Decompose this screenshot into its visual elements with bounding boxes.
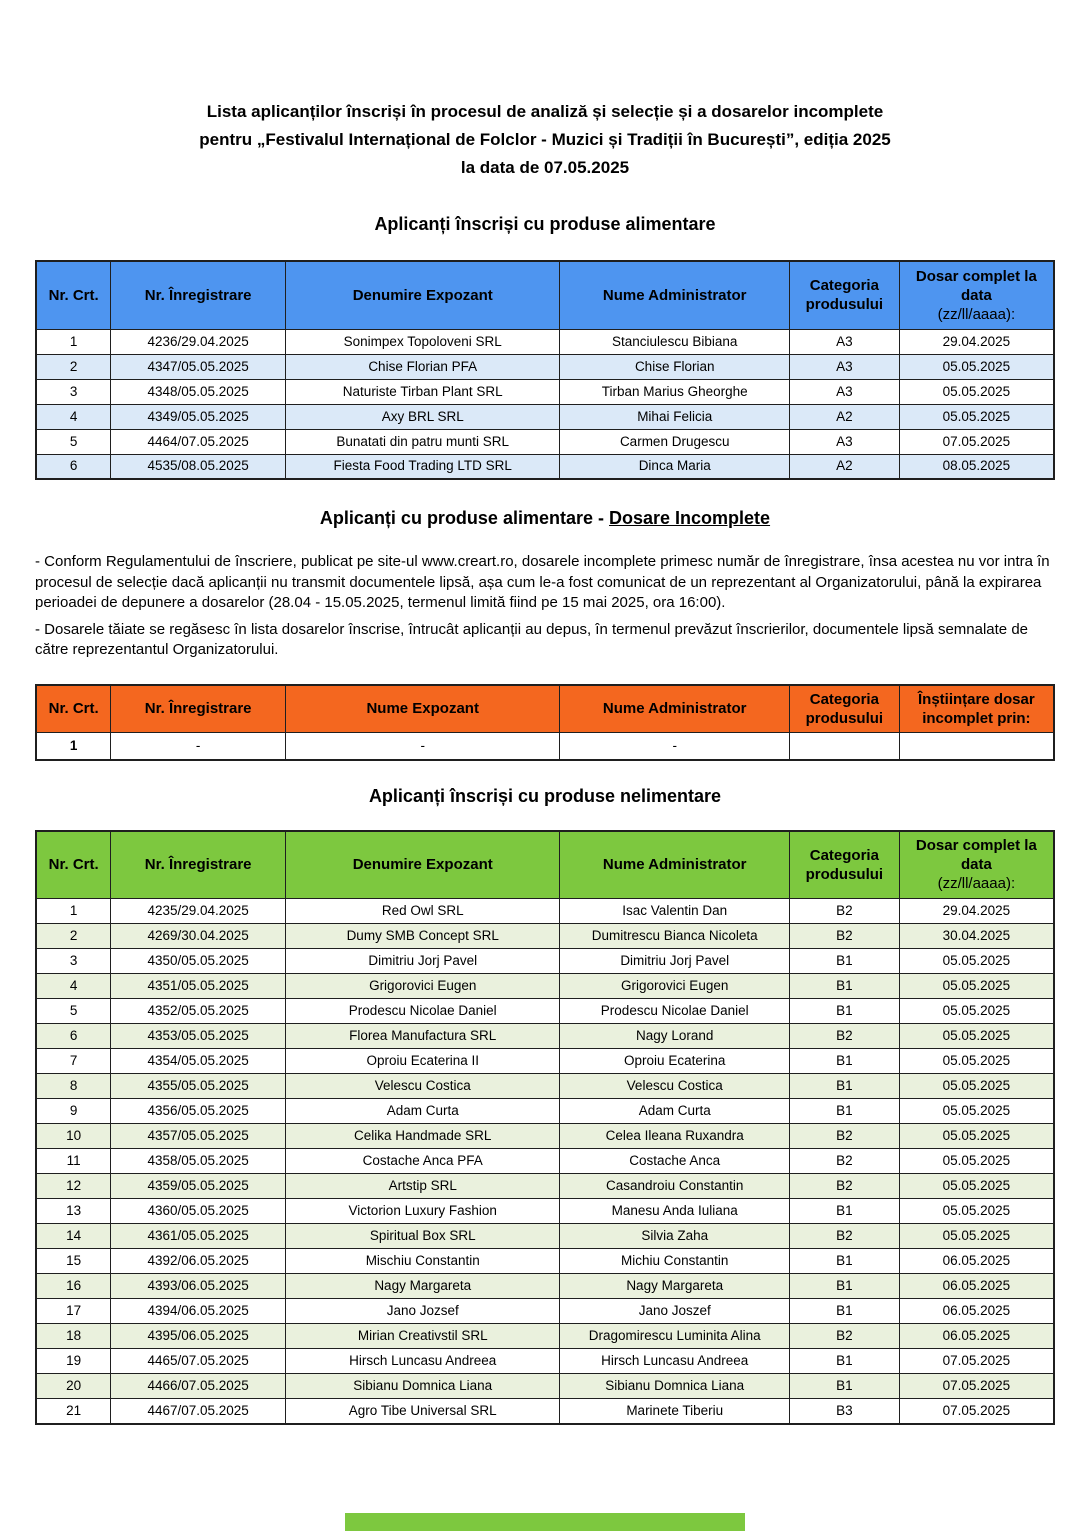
- table-cell: 06.05.2025: [899, 1274, 1054, 1299]
- table-cell: Fiesta Food Trading LTD SRL: [286, 454, 560, 479]
- table-cell: B1: [789, 1374, 899, 1399]
- table-row: [36, 329, 1054, 354]
- incomplete-table: [35, 684, 1055, 761]
- table-cell: B1: [789, 1349, 899, 1374]
- table-cell: Bunatati din patru munti SRL: [286, 429, 560, 454]
- table-cell: 4360/05.05.2025: [111, 1199, 286, 1224]
- title-line-2: pentru „Festivalul Internațional de Folclor - Muzici și Tradiții în București”, ediția 2025: [199, 130, 891, 149]
- table-cell: Jano Joszef: [560, 1299, 790, 1324]
- table-cell: Artstip SRL: [286, 1174, 560, 1199]
- table-cell: 8: [36, 1074, 111, 1099]
- table-cell: 4235/29.04.2025: [111, 899, 286, 924]
- table-cell: B1: [789, 949, 899, 974]
- table-row: [36, 354, 1054, 379]
- table-cell: A3: [789, 379, 899, 404]
- table-cell: B1: [789, 974, 899, 999]
- title-line-1: Lista aplicanților înscriși în procesul de analiză și selecție și a dosarelor incomplete: [206, 102, 884, 121]
- table-cell: B1: [789, 1099, 899, 1124]
- table-row: [36, 1199, 1054, 1224]
- document-title: [35, 98, 1055, 182]
- table-cell: Celea Ileana Ruxandra: [560, 1124, 790, 1149]
- next-section-header-strip: [345, 1513, 745, 1531]
- column-header: Dosar complet la data (zz/ll/aaaa):: [899, 261, 1054, 329]
- table-row: [36, 1374, 1054, 1399]
- table-cell: 05.05.2025: [899, 1149, 1054, 1174]
- table-cell: B2: [789, 1024, 899, 1049]
- table-cell: 4467/07.05.2025: [111, 1399, 286, 1424]
- table-cell: [899, 733, 1054, 760]
- table-row: [36, 1049, 1054, 1074]
- table-cell: 06.05.2025: [899, 1249, 1054, 1274]
- column-header: Categoria produsului: [789, 261, 899, 329]
- table-cell: 07.05.2025: [899, 1349, 1054, 1374]
- table-cell: B2: [789, 1224, 899, 1249]
- table-cell: 05.05.2025: [899, 949, 1054, 974]
- table-cell: Dragomirescu Luminita Alina: [560, 1324, 790, 1349]
- header-row: [36, 685, 1054, 733]
- column-header: Nume Administrator: [560, 685, 790, 733]
- table-cell: 05.05.2025: [899, 1049, 1054, 1074]
- note-paragraph-2: - Dosarele tăiate se regăsesc în lista dosarelor înscrise, întrucât aplicanții au depus, în termenul prevăzut înscrierilor, documentele lipsă semnalate de către reprezentantul Organizatorului.: [35, 620, 1029, 658]
- table-cell: 4356/05.05.2025: [111, 1099, 286, 1124]
- table-cell: 14: [36, 1224, 111, 1249]
- table-cell: B1: [789, 1199, 899, 1224]
- table-cell: 05.05.2025: [899, 1124, 1054, 1149]
- table-cell: 05.05.2025: [899, 1074, 1054, 1099]
- table-cell: 4535/08.05.2025: [111, 454, 286, 479]
- column-header: Nr. Înregistrare: [111, 685, 286, 733]
- table-row: [36, 1299, 1054, 1324]
- column-header: Nume Expozant: [286, 685, 560, 733]
- table-row: [36, 999, 1054, 1024]
- table-cell: Prodescu Nicolae Daniel: [560, 999, 790, 1024]
- table-cell: B1: [789, 999, 899, 1024]
- table-cell: B3: [789, 1399, 899, 1424]
- table-cell: 15: [36, 1249, 111, 1274]
- table-row: [36, 1274, 1054, 1299]
- column-header: Nume Administrator: [560, 261, 790, 329]
- table-cell: B2: [789, 1124, 899, 1149]
- table-cell: 4357/05.05.2025: [111, 1124, 286, 1149]
- table-cell: Isac Valentin Dan: [560, 899, 790, 924]
- table-cell: 05.05.2025: [899, 404, 1054, 429]
- table-cell: 4392/06.05.2025: [111, 1249, 286, 1274]
- table-cell: Mirian Creativstil SRL: [286, 1324, 560, 1349]
- table-cell: Chise Florian: [560, 354, 790, 379]
- table-cell: A3: [789, 429, 899, 454]
- table-cell: 5: [36, 999, 111, 1024]
- table-cell: B2: [789, 1149, 899, 1174]
- table-cell: 05.05.2025: [899, 379, 1054, 404]
- table-row: [36, 899, 1054, 924]
- column-header: Categoria produsului: [789, 685, 899, 733]
- table-cell: 6: [36, 454, 111, 479]
- table-cell: Mihai Felicia: [560, 404, 790, 429]
- column-header-sub: (zz/ll/aaaa):: [937, 875, 1016, 893]
- table-cell: Silvia Zaha: [560, 1224, 790, 1249]
- table-cell: Celika Handmade SRL: [286, 1124, 560, 1149]
- table-cell: 6: [36, 1024, 111, 1049]
- table-cell: 05.05.2025: [899, 1024, 1054, 1049]
- table-cell: Axy BRL SRL: [286, 404, 560, 429]
- table-cell: Dumy SMB Concept SRL: [286, 924, 560, 949]
- table-cell: Velescu Costica: [286, 1074, 560, 1099]
- table-cell: Michiu Constantin: [560, 1249, 790, 1274]
- table-cell: 2: [36, 354, 111, 379]
- table-row: [36, 924, 1054, 949]
- heading-underlined: Dosare Incomplete: [609, 508, 771, 528]
- table-cell: B1: [789, 1249, 899, 1274]
- table-cell: 10: [36, 1124, 111, 1149]
- table-row: [36, 733, 1054, 760]
- table-cell: 4359/05.05.2025: [111, 1174, 286, 1199]
- table-cell: 4465/07.05.2025: [111, 1349, 286, 1374]
- table-cell: B2: [789, 924, 899, 949]
- table-cell: Chise Florian PFA: [286, 354, 560, 379]
- table-cell: -: [286, 733, 560, 760]
- table-cell: 05.05.2025: [899, 1199, 1054, 1224]
- table-row: [36, 454, 1054, 479]
- table-cell: 30.04.2025: [899, 924, 1054, 949]
- table-cell: 29.04.2025: [899, 329, 1054, 354]
- table-cell: Costache Anca: [560, 1149, 790, 1174]
- note-paragraph-1: - Conform Regulamentului de înscriere, publicat pe site-ul www.creart.ro, dosarele incomplete primesc număr de înregistrare, însa acestea nu vor intra în procesul de selecție dacă aplicanții nu transmit documentele lipsă, așa cum le-a fost comunicat de un reprezentant al Organizatorului, până la expirarea perioadei de depunere a dosarelor (28.04 - 15.05.2025, termenul limită fiind pe 15 mai 2025, ora 16:00).: [35, 553, 1050, 611]
- table-cell: Stanciulescu Bibiana: [560, 329, 790, 354]
- header-row: [36, 261, 1054, 329]
- column-header: Nr. Crt.: [36, 261, 111, 329]
- table-cell: Spiritual Box SRL: [286, 1224, 560, 1249]
- table-cell: Marinete Tiberiu: [560, 1399, 790, 1424]
- table-cell: 4351/05.05.2025: [111, 974, 286, 999]
- table-cell: A3: [789, 329, 899, 354]
- table-cell: 13: [36, 1199, 111, 1224]
- table-cell: Dinca Maria: [560, 454, 790, 479]
- table-cell: B1: [789, 1074, 899, 1099]
- table-row: [36, 379, 1054, 404]
- table-cell: -: [560, 733, 790, 760]
- table-cell: 4354/05.05.2025: [111, 1049, 286, 1074]
- table-cell: 4358/05.05.2025: [111, 1149, 286, 1174]
- table-cell: 4353/05.05.2025: [111, 1024, 286, 1049]
- table-cell: 4236/29.04.2025: [111, 329, 286, 354]
- column-header: Denumire Expozant: [286, 261, 560, 329]
- table-row: [36, 1149, 1054, 1174]
- table-cell: 4466/07.05.2025: [111, 1374, 286, 1399]
- table-row: [36, 949, 1054, 974]
- table-cell: Nagy Lorand: [560, 1024, 790, 1049]
- table-cell: B1: [789, 1274, 899, 1299]
- table-cell: Dimitriu Jorj Pavel: [560, 949, 790, 974]
- table-cell: 5: [36, 429, 111, 454]
- column-header: Nr. Crt.: [36, 685, 111, 733]
- table-cell: -: [111, 733, 286, 760]
- table-cell: Victorion Luxury Fashion: [286, 1199, 560, 1224]
- table-cell: Florea Manufactura SRL: [286, 1024, 560, 1049]
- table-cell: Nagy Margareta: [560, 1274, 790, 1299]
- table-cell: 05.05.2025: [899, 999, 1054, 1024]
- table-cell: 4395/06.05.2025: [111, 1324, 286, 1349]
- column-header: Înștiințare dosar incomplet prin:: [899, 685, 1054, 733]
- table-cell: Velescu Costica: [560, 1074, 790, 1099]
- table-cell: 3: [36, 379, 111, 404]
- header-row: [36, 831, 1054, 899]
- table-cell: Agro Tibe Universal SRL: [286, 1399, 560, 1424]
- table-cell: 4361/05.05.2025: [111, 1224, 286, 1249]
- table-cell: 17: [36, 1299, 111, 1324]
- table-cell: Grigorovici Eugen: [286, 974, 560, 999]
- table-cell: 7: [36, 1049, 111, 1074]
- title-line-3: la data de 07.05.2025: [460, 158, 630, 177]
- table-cell: 4355/05.05.2025: [111, 1074, 286, 1099]
- column-header: Denumire Expozant: [286, 831, 560, 899]
- table-cell: B2: [789, 1174, 899, 1199]
- table-cell: 1: [36, 899, 111, 924]
- table-cell: B1: [789, 1049, 899, 1074]
- table-cell: Dimitriu Jorj Pavel: [286, 949, 560, 974]
- table-row: [36, 1074, 1054, 1099]
- table-cell: 05.05.2025: [899, 1099, 1054, 1124]
- table-cell: Oproiu Ecaterina: [560, 1049, 790, 1074]
- table-cell: Costache Anca PFA: [286, 1149, 560, 1174]
- table-cell: 07.05.2025: [899, 1399, 1054, 1424]
- table-row: [36, 1024, 1054, 1049]
- table-cell: 07.05.2025: [899, 429, 1054, 454]
- table-row: [36, 429, 1054, 454]
- table-row: [36, 404, 1054, 429]
- table-row: [36, 974, 1054, 999]
- table-cell: 05.05.2025: [899, 1224, 1054, 1249]
- table-cell: 16: [36, 1274, 111, 1299]
- table-cell: Mischiu Constantin: [286, 1249, 560, 1274]
- table-cell: 06.05.2025: [899, 1324, 1054, 1349]
- table-cell: Dumitrescu Bianca Nicoleta: [560, 924, 790, 949]
- heading-prefix: Aplicanți cu produse alimentare -: [319, 508, 609, 528]
- table-cell: 29.04.2025: [899, 899, 1054, 924]
- table-row: [36, 1174, 1054, 1199]
- table-cell: 1: [36, 733, 111, 760]
- column-header: Nr. Înregistrare: [111, 261, 286, 329]
- table-cell: 4352/05.05.2025: [111, 999, 286, 1024]
- regulation-notes: [35, 552, 1055, 661]
- table-row: [36, 1124, 1054, 1149]
- table-cell: 20: [36, 1374, 111, 1399]
- column-header: Dosar complet la data (zz/ll/aaaa):: [899, 831, 1054, 899]
- table-cell: 05.05.2025: [899, 354, 1054, 379]
- table-cell: 05.05.2025: [899, 974, 1054, 999]
- table-cell: 4348/05.05.2025: [111, 379, 286, 404]
- table-cell: 11: [36, 1149, 111, 1174]
- table-cell: Nagy Margareta: [286, 1274, 560, 1299]
- table-cell: 21: [36, 1399, 111, 1424]
- table-cell: Grigorovici Eugen: [560, 974, 790, 999]
- table-cell: 3: [36, 949, 111, 974]
- table-cell: 4394/06.05.2025: [111, 1299, 286, 1324]
- column-header: Nr. Înregistrare: [111, 831, 286, 899]
- table-cell: B1: [789, 1299, 899, 1324]
- table-cell: Adam Curta: [560, 1099, 790, 1124]
- table-cell: 4: [36, 974, 111, 999]
- table-cell: Tirban Marius Gheorghe: [560, 379, 790, 404]
- section-heading-dosare-incomplete: [35, 507, 1055, 530]
- table-cell: A3: [789, 354, 899, 379]
- table-row: [36, 1099, 1054, 1124]
- table-cell: 05.05.2025: [899, 1174, 1054, 1199]
- table-cell: 18: [36, 1324, 111, 1349]
- table-cell: Sonimpex Topoloveni SRL: [286, 329, 560, 354]
- table-cell: 4464/07.05.2025: [111, 429, 286, 454]
- table-cell: Adam Curta: [286, 1099, 560, 1124]
- table-cell: 4393/06.05.2025: [111, 1274, 286, 1299]
- table-cell: Casandroiu Constantin: [560, 1174, 790, 1199]
- section-heading-alimentare: Aplicanți înscriși cu produse alimentare: [374, 214, 716, 234]
- alimentare-table: [35, 260, 1055, 480]
- table-cell: Hirsch Luncasu Andreea: [560, 1349, 790, 1374]
- table-cell: Prodescu Nicolae Daniel: [286, 999, 560, 1024]
- table-cell: Jano Jozsef: [286, 1299, 560, 1324]
- table-cell: 12: [36, 1174, 111, 1199]
- table-row: [36, 1399, 1054, 1424]
- nelimentare-table: [35, 830, 1055, 1425]
- column-header: Nr. Crt.: [36, 831, 111, 899]
- table-cell: 06.05.2025: [899, 1299, 1054, 1324]
- table-cell: [789, 733, 899, 760]
- table-cell: B2: [789, 1324, 899, 1349]
- table-cell: Manesu Anda Iuliana: [560, 1199, 790, 1224]
- table-row: [36, 1224, 1054, 1249]
- table-cell: Naturiste Tirban Plant SRL: [286, 379, 560, 404]
- table-cell: 4347/05.05.2025: [111, 354, 286, 379]
- table-cell: A2: [789, 454, 899, 479]
- table-cell: 4350/05.05.2025: [111, 949, 286, 974]
- table-cell: 1: [36, 329, 111, 354]
- column-header: Categoria produsului: [789, 831, 899, 899]
- table-cell: 08.05.2025: [899, 454, 1054, 479]
- table-cell: A2: [789, 404, 899, 429]
- table-row: [36, 1349, 1054, 1374]
- table-cell: Carmen Drugescu: [560, 429, 790, 454]
- table-cell: Oproiu Ecaterina II: [286, 1049, 560, 1074]
- column-header: Nume Administrator: [560, 831, 790, 899]
- table-cell: 4349/05.05.2025: [111, 404, 286, 429]
- table-cell: 07.05.2025: [899, 1374, 1054, 1399]
- table-cell: Hirsch Luncasu Andreea: [286, 1349, 560, 1374]
- table-cell: B2: [789, 899, 899, 924]
- table-row: [36, 1249, 1054, 1274]
- table-cell: Red Owl SRL: [286, 899, 560, 924]
- table-cell: 2: [36, 924, 111, 949]
- column-header-sub: (zz/ll/aaaa):: [937, 305, 1016, 323]
- table-cell: 4: [36, 404, 111, 429]
- table-cell: Sibianu Domnica Liana: [286, 1374, 560, 1399]
- table-row: [36, 1324, 1054, 1349]
- table-cell: 4269/30.04.2025: [111, 924, 286, 949]
- table-cell: 19: [36, 1349, 111, 1374]
- table-cell: 9: [36, 1099, 111, 1124]
- table-cell: Sibianu Domnica Liana: [560, 1374, 790, 1399]
- section-heading-nelimentare: Aplicanți înscriși cu produse nelimentare: [368, 785, 722, 806]
